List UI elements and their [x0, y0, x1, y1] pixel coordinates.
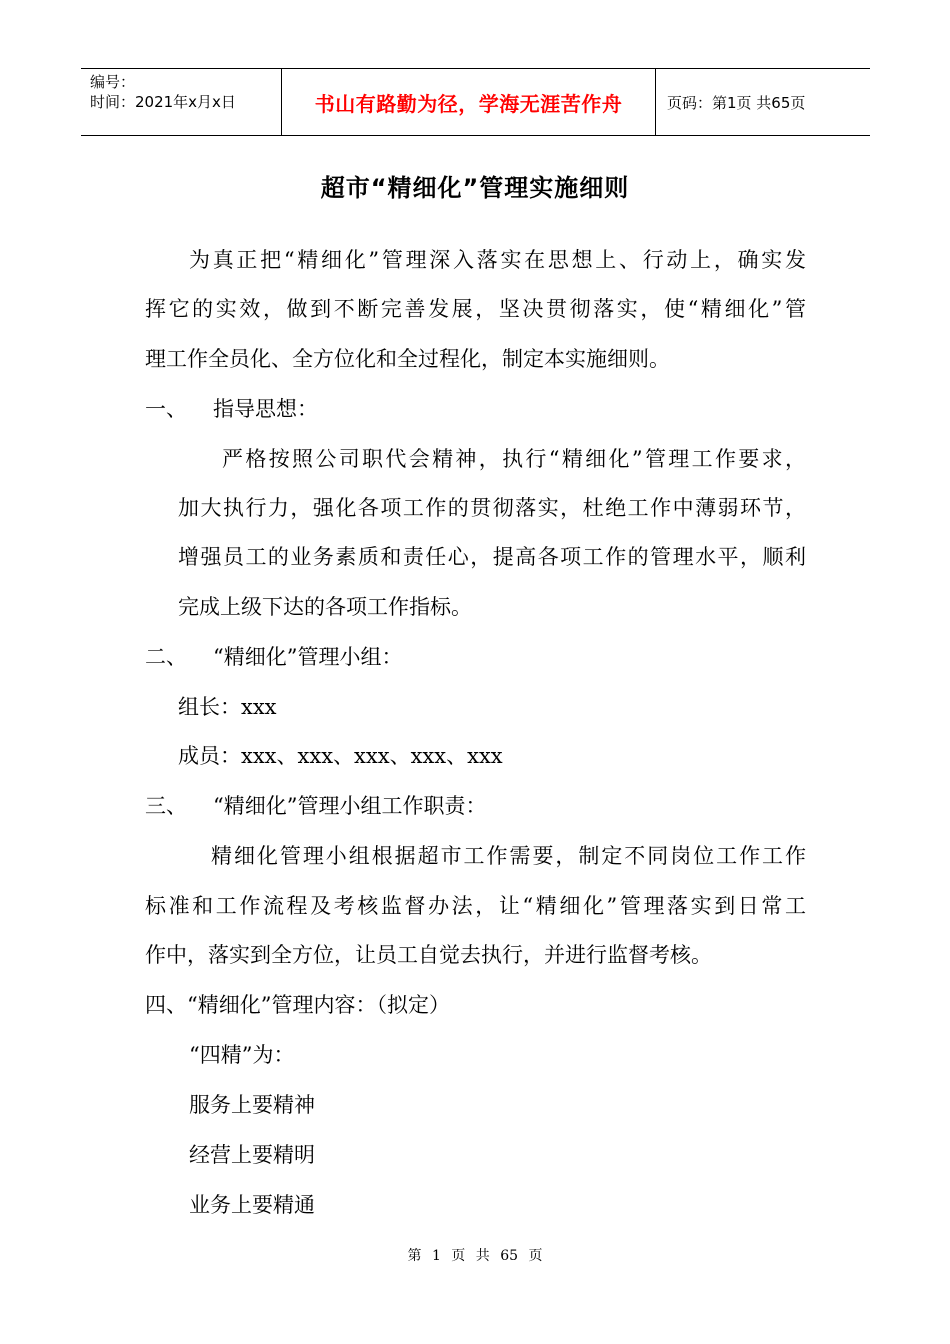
section-1-heading: [145, 394, 318, 424]
header-meta-cell: [81, 69, 282, 135]
section-1-number: 一、: [145, 397, 187, 421]
section-1-line-3: 增强员工的业务素质和责任心，提高各项工作的管理水平，顺利: [178, 545, 806, 569]
intro-line-3: 理工作全员化、全方位化和全过程化，制定本实施细则。: [145, 347, 670, 371]
document-number-label: 编号：: [90, 73, 136, 91]
page-footer: 第 1 页 共 65 页: [407, 1248, 543, 1264]
list-item: 经营上要精明: [189, 1143, 315, 1167]
section-3-line-3: 作中，落实到全方位，让员工自觉去执行，并进行监督考核。: [145, 943, 712, 967]
section-3-title: “精细化”管理小组工作职责：: [213, 794, 487, 818]
intro-line-2: 挥它的实效，做到不断完善发展，坚决贯彻落实，使“精细化”管: [145, 297, 806, 321]
list-item: 业务上要精通: [189, 1193, 315, 1217]
section-3-line-1: 精细化管理小组根据超市工作需要，制定不同岗位工作工作: [211, 844, 806, 868]
document-title: 超市“精细化”管理实施细则: [320, 174, 630, 202]
group-leader: 组长：xxx: [178, 695, 277, 719]
group-members: 成员：xxx、xxx、xxx、xxx、xxx: [178, 744, 503, 768]
section-1-line-1: 严格按照公司职代会精神，执行“精细化”管理工作要求，: [222, 447, 806, 471]
section-3-number: 三、: [145, 794, 187, 818]
section-2-heading: [145, 642, 402, 672]
section-4-heading: 四、“精细化”管理内容：（拟定）: [145, 993, 450, 1017]
section-1-line-2: 加大执行力，强化各项工作的贯彻落实，杜绝工作中薄弱环节，: [178, 496, 806, 520]
header-page-info: 页码：第1页 共65页: [667, 93, 806, 112]
section-3-heading: [145, 791, 486, 821]
section-2-title: “精细化”管理小组：: [213, 645, 403, 669]
section-1-title: 指导思想：: [213, 397, 318, 421]
section-3-line-2: 标准和工作流程及考核监督办法，让“精细化”管理落实到日常工: [145, 894, 806, 918]
document-time-label: 时间：2021年x月x日: [90, 93, 236, 111]
section-4-subhead: “四精”为：: [189, 1043, 295, 1067]
section-1-line-4: 完成上级下达的各项工作指标。: [178, 595, 472, 619]
section-2-number: 二、: [145, 645, 187, 669]
document-header: [81, 68, 870, 136]
header-motto: 书山有路勤为径，学海无涯苦作舟: [282, 69, 656, 135]
list-item: 服务上要精神: [189, 1093, 315, 1117]
intro-line-1: 为真正把“精细化”管理深入落实在思想上、行动上，确实发: [189, 248, 806, 272]
